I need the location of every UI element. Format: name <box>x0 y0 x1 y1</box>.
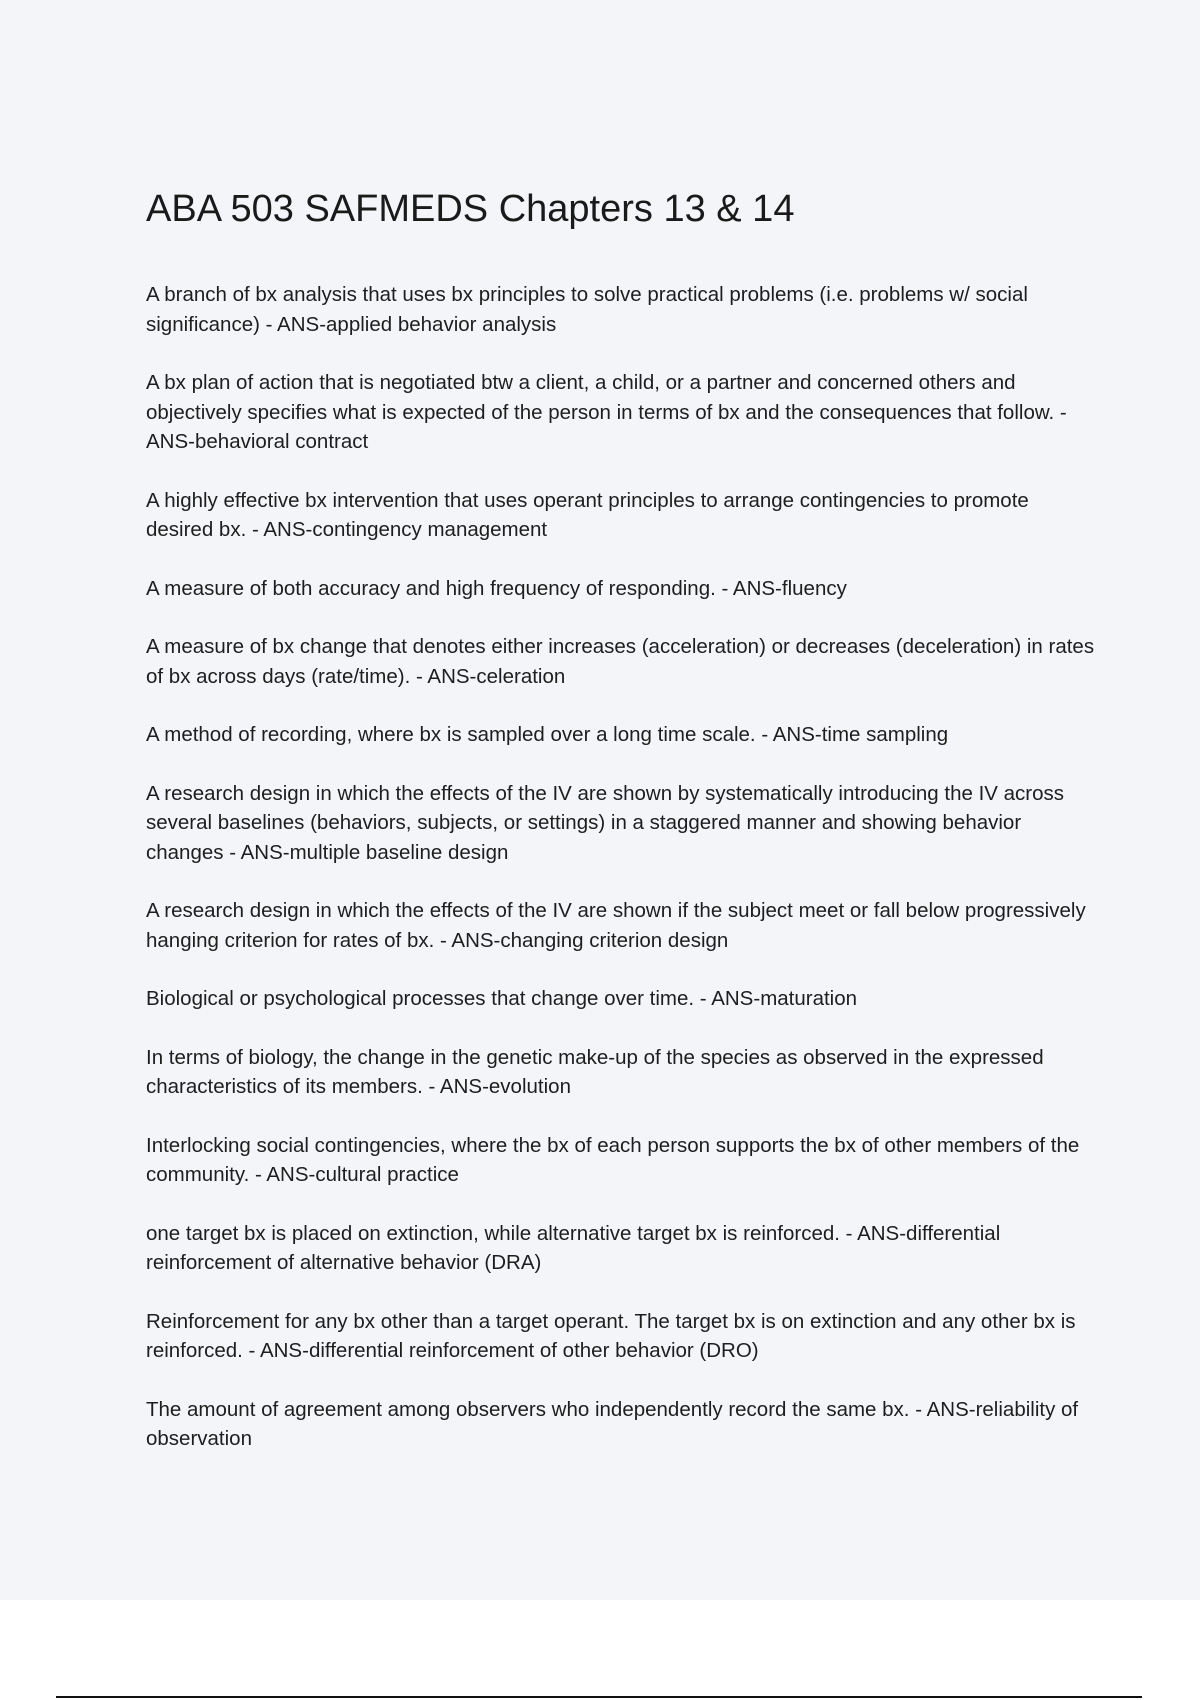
card-answer: behavioral contract <box>194 430 369 453</box>
answer-prefix: ANS- <box>711 987 761 1010</box>
answer-prefix: ANS- <box>240 840 290 864</box>
answer-prefix: ANS- <box>427 664 477 688</box>
card-term: one target bx is placed on extinction, while alternative target bx is reinforced. <box>146 1221 840 1245</box>
card-answer: maturation <box>760 987 858 1010</box>
card-term: A research design in which the effects of the IV are shown by systematically introducing the IV across several baselines (behaviors, subjects, or settings) in a staggered manner and showing behavior changes <box>146 781 1065 864</box>
answer-prefix: ANS- <box>277 312 327 336</box>
answer-prefix: ANS- <box>857 1221 907 1245</box>
card-term: A measure of bx change that denotes either increases (acceleration) or decreases (deceleration) in rates of bx across days (rate/time). <box>146 635 1095 688</box>
card-answer: fluency <box>781 576 847 600</box>
card-separator: - <box>839 1221 858 1245</box>
answer-prefix: ANS- <box>146 430 195 453</box>
flashcard-item <box>146 1307 1096 1366</box>
answer-prefix: ANS- <box>451 928 501 952</box>
answer-prefix: ANS- <box>263 518 313 541</box>
card-separator: - <box>249 1163 267 1186</box>
card-answer: contingency management <box>312 518 548 541</box>
card-term: A measure of both accuracy and high frequency of responding. <box>146 576 716 600</box>
flashcard-item <box>146 632 1096 691</box>
card-term: A method of recording, where bx is sampled over a long time scale. <box>146 723 756 746</box>
card-answer: differential reinforcement of other behavior (DRO) <box>308 1339 759 1362</box>
flashcard-item <box>146 779 1096 868</box>
card-separator: - <box>694 987 712 1010</box>
card-answer: celeration <box>476 664 566 688</box>
card-separator: - <box>242 1339 260 1362</box>
flashcard-item <box>146 280 1096 339</box>
card-separator: - <box>223 840 241 864</box>
card-answer: cultural practice <box>315 1163 459 1186</box>
card-separator: - <box>715 576 733 600</box>
answer-prefix: ANS- <box>926 1397 976 1421</box>
card-answer: evolution <box>488 1075 571 1098</box>
document-title: ABA 503 SAFMEDS Chapters 13 & 14 <box>146 188 795 230</box>
card-term: A bx plan of action that is negotiated btw a client, a child, or a partner and concerned others and objectively specifies what is expected of the person in terms of bx and the consequences that follow. <box>146 371 1055 424</box>
answer-prefix: ANS- <box>732 576 782 600</box>
page-bottom-rule <box>56 1696 1142 1698</box>
flashcard-item <box>146 896 1096 955</box>
card-term: A highly effective bx intervention that uses operant principles to arrange contingencies to promote desired bx. <box>146 488 1029 541</box>
card-separator: - <box>434 928 452 952</box>
flashcard-item <box>146 720 1096 750</box>
card-term: A research design in which the effects of the IV are shown if the subject meet or fall below progressively hanging criterion for rates of bx. <box>146 899 1086 952</box>
card-separator: - <box>410 664 428 688</box>
card-separator: - <box>246 518 264 541</box>
card-term: A branch of bx analysis that uses bx principles to solve practical problems (i.e. problems w/ social significance) <box>146 283 1028 336</box>
answer-prefix: ANS- <box>266 1163 316 1186</box>
card-term: Reinforcement for any bx other than a target operant. The target bx is on extinction and any other bx is reinforced. <box>146 1309 1076 1362</box>
flashcard-item <box>146 1395 1096 1454</box>
card-term: Biological or psychological processes that change over time. <box>146 987 695 1010</box>
flashcard-item <box>146 1043 1096 1102</box>
card-separator: - <box>1054 400 1067 424</box>
card-separator: - <box>259 312 278 336</box>
answer-prefix: ANS- <box>439 1075 489 1098</box>
flashcard-item <box>146 1131 1096 1190</box>
card-term: The amount of agreement among observers who independently record the same bx. <box>146 1397 910 1421</box>
flashcard-item <box>146 574 1096 604</box>
card-answer: differential reinforcement of alternative behavior (DRA) <box>146 1221 1001 1274</box>
card-answer: changing criterion design <box>500 928 729 952</box>
flashcard-list <box>146 280 1096 1454</box>
answer-prefix: ANS- <box>772 723 822 746</box>
card-answer: time sampling <box>821 723 949 746</box>
flashcard-item <box>146 1219 1096 1278</box>
card-separator: - <box>422 1075 440 1098</box>
flashcard-item <box>146 984 1096 1014</box>
card-answer: applied behavior analysis <box>326 312 557 336</box>
document-content <box>146 186 1096 1483</box>
card-term: Interlocking social contingencies, where the bx of each person supports the bx of other members of the community. <box>146 1133 1080 1186</box>
card-term: In terms of biology, the change in the genetic make-up of the species as observed in the expressed characteristics of its members. <box>146 1045 1044 1098</box>
card-separator: - <box>909 1397 927 1421</box>
card-separator: - <box>755 723 773 746</box>
card-answer: reliability of observation <box>146 1397 1079 1450</box>
flashcard-item <box>146 368 1096 457</box>
card-answer: multiple baseline design <box>289 840 509 864</box>
flashcard-item <box>146 486 1096 545</box>
answer-prefix: ANS- <box>259 1339 309 1362</box>
